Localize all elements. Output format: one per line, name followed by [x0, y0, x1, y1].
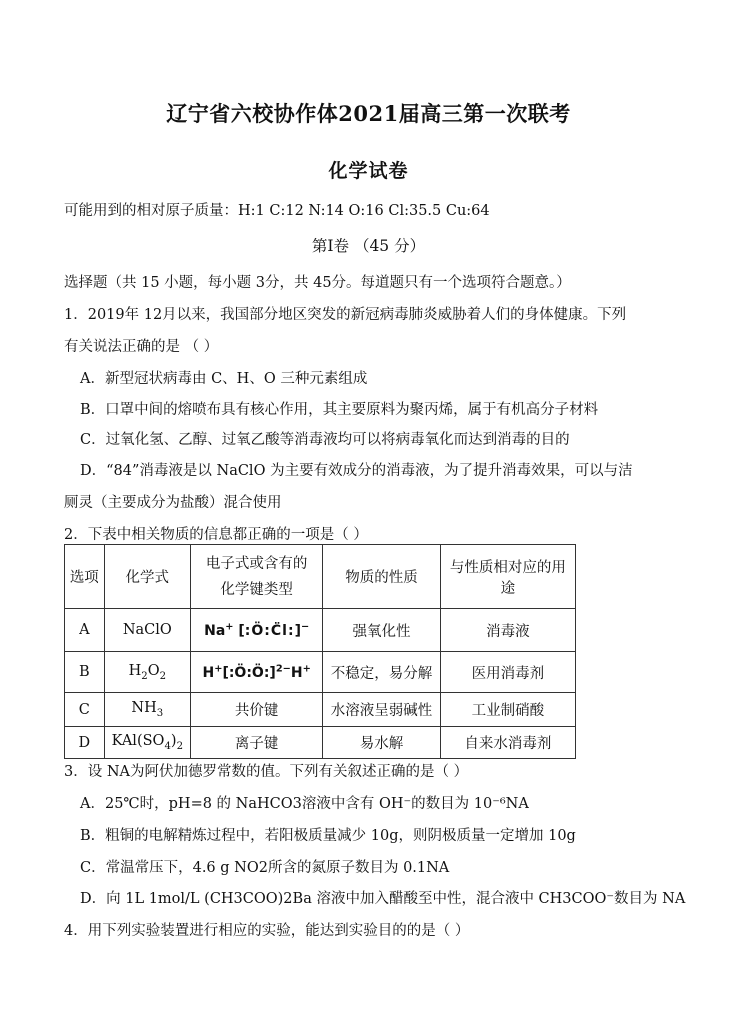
header-option: 选项 — [65, 545, 105, 609]
row-b-property: 不稳定，易分解 — [323, 652, 440, 693]
row-b-option: B — [65, 652, 105, 693]
q1-option-d-line1: D．“84”消毒液是以 NaClO 为主要有效成分的消毒液，为了提升消毒效果，可以与洁 — [80, 463, 633, 479]
exam-title: 辽宁省六校协作体2021届高三第一次联考 — [166, 101, 571, 126]
row-a-use: 消毒液 — [440, 609, 575, 652]
h2o2-electron-formula: H+[:Ö:Ö:]$^{2-}$H+ — [202, 663, 311, 681]
table-row — [65, 652, 576, 693]
q3-option-b: B．粗铜的电解精炼过程中，若阳极质量减少 10g，则阴极质量一定增加 10g — [80, 828, 576, 844]
table-row — [65, 609, 576, 652]
row-c-property: 水溶液呈弱碱性 — [323, 693, 440, 727]
header-property: 物质的性质 — [323, 545, 440, 609]
section-heading: 第Ⅰ卷 （45 分） — [311, 237, 426, 255]
row-c-use: 工业制硝酸 — [440, 693, 575, 727]
row-d-use: 自来水消毒剂 — [440, 727, 575, 759]
q1-stem-line2: 有关说法正确的是 （ ） — [64, 339, 219, 355]
q1-stem-line1: 1．2019年 12月以来，我国部分地区突发的新冠病毒肺炎威胁着人们的身体健康。下列 — [64, 307, 627, 323]
atomic-masses: 可能用到的相对原子质量：H:1 C:12 N:14 O:16 Cl:35.5 Cu:64 — [64, 203, 490, 219]
q1-option-c: C．过氧化氢、乙醇、过氧乙酸等消毒液均可以将病毒氧化而达到消毒的目的 — [80, 432, 570, 448]
table-row — [65, 727, 576, 759]
q1-option-d-line2: 厕灵（主要成分为盐酸）混合使用 — [64, 495, 282, 511]
row-a-property: 强氧化性 — [323, 609, 440, 652]
header-bond-line1: 电子式或含有的 — [205, 555, 308, 572]
q2-stem: 2．下表中相关物质的信息都正确的一项是（ ） — [64, 527, 368, 543]
row-c-formula: $NH_3$ — [104, 693, 190, 727]
header-formula: 化学式 — [104, 545, 190, 609]
row-a-lewis-structure — [190, 609, 322, 652]
q1-option-b: B．口罩中间的熔喷布具有核心作用，其主要原料为聚丙烯，属于有机高分子材料 — [80, 402, 599, 418]
row-a-option: A — [65, 609, 105, 652]
row-b-lewis-structure — [190, 652, 322, 693]
q3-option-a: A．25℃时，pH=8 的 NaHCO3溶液中含有 OH⁻的数目为 10⁻⁶NA — [80, 796, 529, 812]
instructions: 选择题（共 15 小题，每小题 3分，共 45分。每道题只有一个选项符合题意。） — [64, 275, 571, 291]
row-d-option: D — [65, 727, 105, 759]
row-d-property: 易水解 — [323, 727, 440, 759]
q3-option-c: C．常温常压下，4.6 g NO2所含的氮原子数目为 0.1NA — [80, 860, 450, 876]
row-b-formula: $H_2O_2$ — [104, 652, 190, 693]
header-bond — [190, 545, 322, 609]
row-b-use: 医用消毒剂 — [440, 652, 575, 693]
q2-table — [64, 544, 576, 759]
q3-option-d: D．向 1L 1mol/L (CH3COO)2Ba 溶液中加入醋酸至中性，混合液中 CH3COO⁻数目为 NA — [80, 891, 686, 907]
row-c-option: C — [65, 693, 105, 727]
row-c-bond: 共价键 — [190, 693, 322, 727]
header-use: 与性质相对应的用途 — [440, 545, 575, 609]
header-bond-line2: 化学键类型 — [220, 581, 293, 598]
q3-stem: 3．设 NA为阿伏加德罗常数的值。下列有关叙述正确的是（ ） — [64, 764, 469, 780]
exam-subtitle: 化学试卷 — [328, 160, 409, 182]
table-row — [65, 693, 576, 727]
row-a-formula: NaClO — [104, 609, 190, 652]
row-d-formula: $KAl(SO_4)_2$ — [104, 727, 190, 759]
naclo-electron-formula: Na+ [:Ö:C̈l:]− — [204, 621, 310, 639]
q4-stem: 4．用下列实验装置进行相应的实验，能达到实验目的的是（ ） — [64, 923, 470, 939]
row-d-bond: 离子键 — [190, 727, 322, 759]
table-header-row — [65, 545, 576, 609]
q1-option-a: A．新型冠状病毒由 C、H、O 三种元素组成 — [80, 371, 368, 387]
